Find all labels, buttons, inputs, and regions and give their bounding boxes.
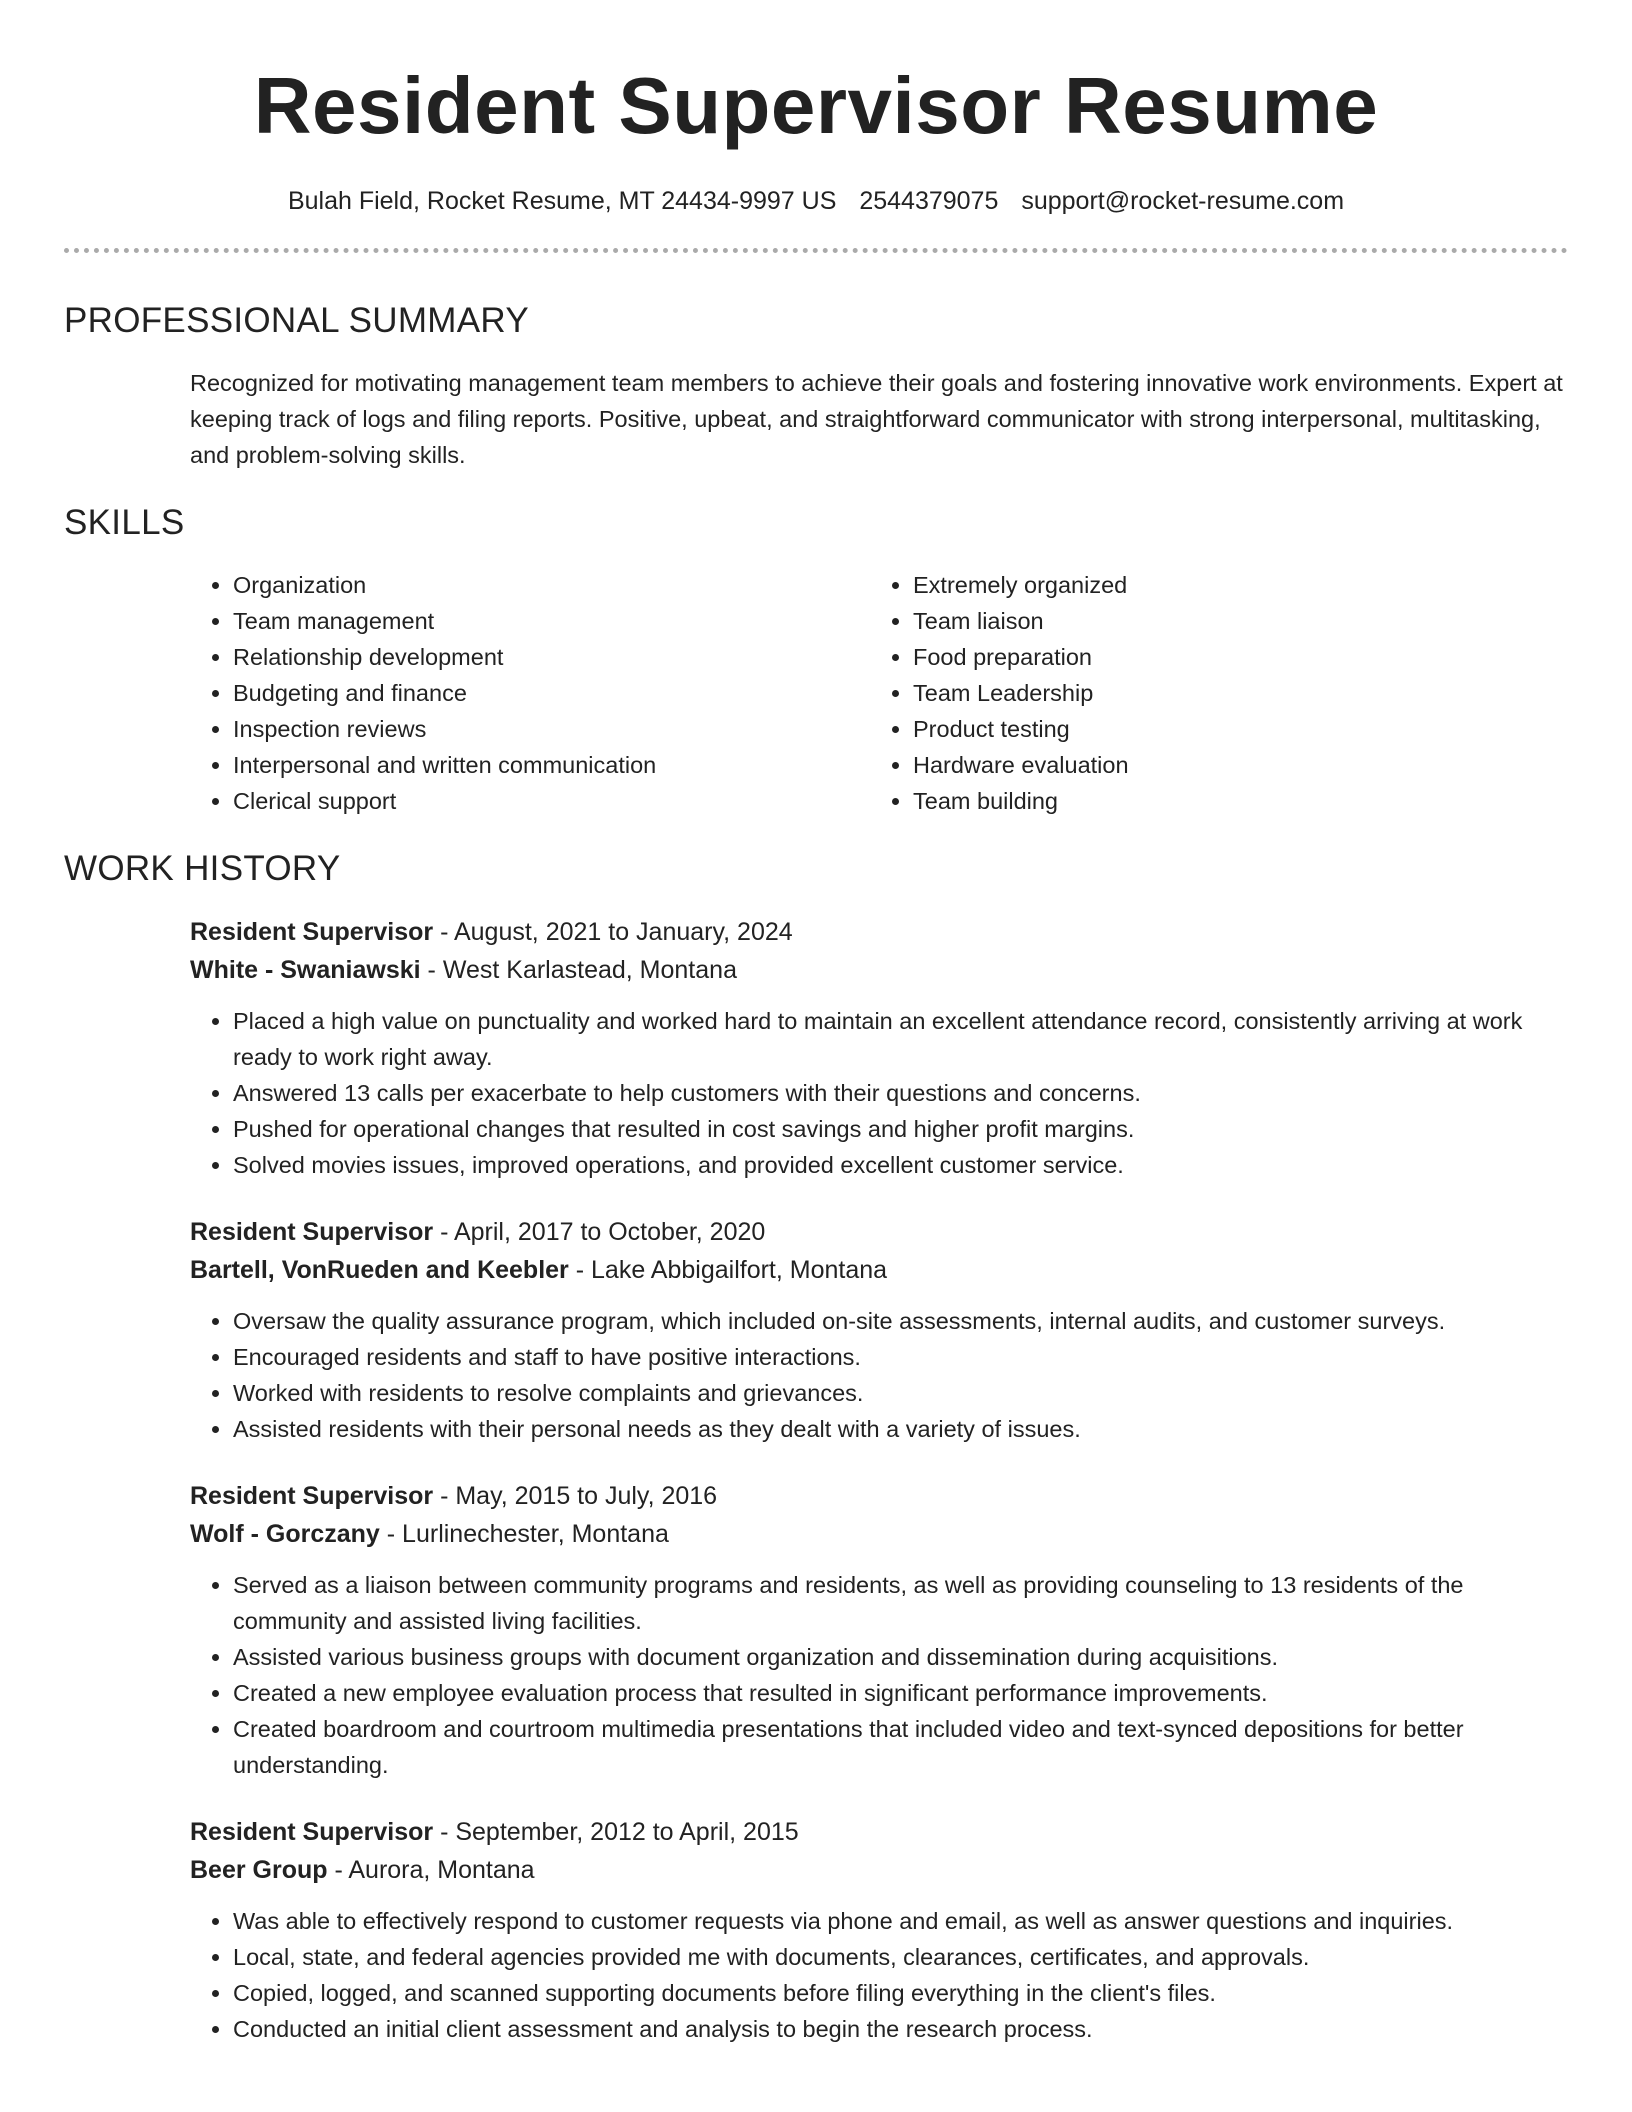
skill-item: • Team building (913, 783, 1568, 819)
job-title-line (190, 1813, 1568, 1851)
job-title: Resident Supervisor (190, 918, 434, 946)
skill-item: • Team liaison (913, 603, 1568, 639)
summary-text: Recognized for motivating management team members to achieve their goals and fostering innovative work environments. Expert at keeping track of logs and filing reports. Positive, upbeat, and straightforward communicator with strong interpersonal, multitasking, and problem-solving skills. (190, 370, 1563, 468)
job-title: Resident Supervisor (190, 1818, 434, 1846)
skill-item: • Team Leadership (913, 675, 1568, 711)
job-bullet: • Assisted various business groups with document organization and dissemination during acquisitions. (233, 1639, 1568, 1675)
job-bullet: • Solved movies issues, improved operations, and provided excellent customer service. (233, 1147, 1568, 1183)
job-company: Beer Group (190, 1856, 328, 1884)
skills-column-left (190, 567, 870, 819)
job-company: Bartell, VonRueden and Keebler (190, 1256, 569, 1284)
job-title-line (190, 1477, 1568, 1515)
skills-column-right (870, 567, 1568, 819)
job-bullet: • Was able to effectively respond to customer requests via phone and email, as well as answer questions and inquiries. (233, 1903, 1568, 1939)
job-company-line (190, 1515, 1568, 1553)
job-entry (190, 1213, 1568, 1447)
contact-info (64, 184, 1568, 218)
skill-item: • Relationship development (233, 639, 870, 675)
job-bullets (190, 1003, 1568, 1183)
section-heading-summary: PROFESSIONAL SUMMARY (64, 301, 529, 340)
job-bullet: • Pushed for operational changes that resulted in cost savings and higher profit margins. (233, 1111, 1568, 1147)
job-location: - West Karlastead, Montana (420, 956, 737, 984)
job-bullet: • Served as a liaison between community programs and residents, as well as providing counseling to 13 residents of the community and assisted living facilities. (233, 1567, 1568, 1639)
skill-item: • Clerical support (233, 783, 870, 819)
skill-item: • Food preparation (913, 639, 1568, 675)
job-bullet: • Encouraged residents and staff to have positive interactions. (233, 1339, 1568, 1375)
job-bullets (190, 1903, 1568, 2047)
job-dates: - April, 2017 to October, 2020 (433, 1218, 766, 1246)
job-location: - Aurora, Montana (327, 1856, 535, 1884)
job-bullet: • Created a new employee evaluation process that resulted in significant performance improvements. (233, 1675, 1568, 1711)
skill-item: • Budgeting and finance (233, 675, 870, 711)
skill-item: • Team management (233, 603, 870, 639)
skill-item: • Interpersonal and written communication (233, 747, 870, 783)
job-company: White - Swaniawski (190, 956, 421, 984)
job-title-line (190, 913, 1568, 951)
job-bullet: • Oversaw the quality assurance program, which included on-site assessments, internal audits, and customer surveys. (233, 1303, 1568, 1339)
job-bullet: • Placed a high value on punctuality and worked hard to maintain an excellent attendance record, consistently arriving at work ready to work right away. (233, 1003, 1568, 1075)
job-title-line (190, 1213, 1568, 1251)
job-entry (190, 1477, 1568, 1783)
contact-email: support@rocket-resume.com (1021, 187, 1345, 215)
skill-item: • Product testing (913, 711, 1568, 747)
resume-title: Resident Supervisor Resume (253, 61, 1379, 150)
job-location: - Lurlinechester, Montana (379, 1520, 669, 1548)
job-bullet: • Local, state, and federal agencies provided me with documents, clearances, certificates, and approvals. (233, 1939, 1568, 1975)
job-entry (190, 913, 1568, 1183)
job-dates: - August, 2021 to January, 2024 (433, 918, 793, 946)
section-heading-skills: SKILLS (64, 503, 185, 542)
job-bullet: • Conducted an initial client assessment and analysis to begin the research process. (233, 2011, 1568, 2047)
job-bullet: • Created boardroom and courtroom multimedia presentations that included video and text-synced depositions for better understanding. (233, 1711, 1568, 1783)
skill-item: • Inspection reviews (233, 711, 870, 747)
job-company-line (190, 1851, 1568, 1889)
job-entry (190, 1813, 1568, 2047)
job-bullet: • Assisted residents with their personal needs as they dealt with a variety of issues. (233, 1411, 1568, 1447)
job-bullets (190, 1303, 1568, 1447)
contact-phone: 2544379075 (859, 187, 999, 215)
job-company: Wolf - Gorczany (190, 1520, 380, 1548)
job-dates: - May, 2015 to July, 2016 (433, 1482, 718, 1510)
job-title: Resident Supervisor (190, 1482, 434, 1510)
job-dates: - September, 2012 to April, 2015 (433, 1818, 799, 1846)
skill-item: • Hardware evaluation (913, 747, 1568, 783)
job-company-line (190, 951, 1568, 989)
job-location: - Lake Abbigailfort, Montana (568, 1256, 888, 1284)
section-heading-work-history: WORK HISTORY (64, 849, 341, 888)
job-bullet: • Worked with residents to resolve complaints and grievances. (233, 1375, 1568, 1411)
contact-address: Bulah Field, Rocket Resume, MT 24434-9997 US (287, 187, 837, 215)
skill-item: • Organization (233, 567, 870, 603)
header-divider (64, 248, 1568, 253)
skill-item: • Extremely organized (913, 567, 1568, 603)
job-company-line (190, 1251, 1568, 1289)
job-title: Resident Supervisor (190, 1218, 434, 1246)
skills-list (190, 567, 1568, 819)
job-bullet: • Answered 13 calls per exacerbate to help customers with their questions and concerns. (233, 1075, 1568, 1111)
job-bullets (190, 1567, 1568, 1783)
job-bullet: • Copied, logged, and scanned supporting documents before filing everything in the client's files. (233, 1975, 1568, 2011)
